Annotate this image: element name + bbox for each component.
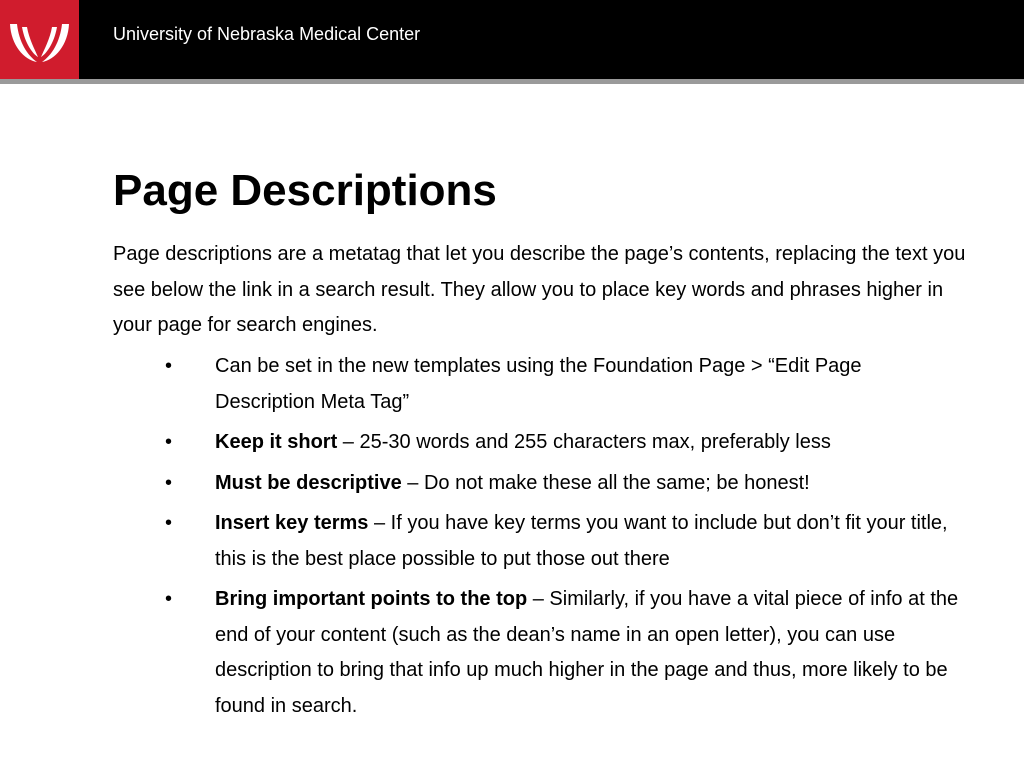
- unmc-logo-icon: [0, 0, 79, 79]
- bullet-text: – If you have key terms you want to include but don’t fit your title, this is the best place possible to put those out there: [215, 512, 948, 570]
- bullet-text: – Similarly, if you have a vital piece of info at the end of your content (such as the dean’s name in an open letter), you can use description to bring that info up much higher in the page and thus, more likely to be found in search.: [215, 588, 959, 717]
- bullet-lead: Bring important points to the top: [215, 588, 528, 610]
- header-title: University of Nebraska Medical Center: [113, 24, 421, 44]
- bullet-text: – 25-30 words and 255 characters max, preferably less: [337, 431, 831, 453]
- bullet-text: Can be set in the new templates using the Foundation Page > “Edit Page Description Meta Tag”: [215, 355, 862, 413]
- bullet-item: [160, 582, 960, 724]
- bullet-dot: •: [165, 431, 173, 453]
- bullet-lead: Must be descriptive: [215, 471, 402, 494]
- bullet-list: [160, 349, 960, 729]
- bullet-dot: •: [165, 588, 173, 610]
- bullet-text: – Do not make these all the same; be honest!: [401, 471, 810, 494]
- bullet-lead: Insert key terms: [215, 512, 369, 534]
- bullet-item: [160, 506, 960, 577]
- bullet-item: [160, 349, 960, 420]
- bullet-item: [160, 466, 960, 502]
- bullet-item: [160, 425, 960, 461]
- intro-paragraph: Page descriptions are a metatag that let you describe the page’s contents, replacing the text you see below the link in a search result. They allow you to place key words and phrases higher in your page for search engines.: [113, 243, 966, 336]
- bullet-dot: •: [165, 355, 173, 377]
- bullet-dot: •: [165, 471, 173, 494]
- bullet-dot: •: [165, 512, 173, 534]
- header-divider: [0, 79, 1024, 84]
- page-title: Page Descriptions: [113, 166, 497, 215]
- bullet-lead: Keep it short: [215, 431, 338, 453]
